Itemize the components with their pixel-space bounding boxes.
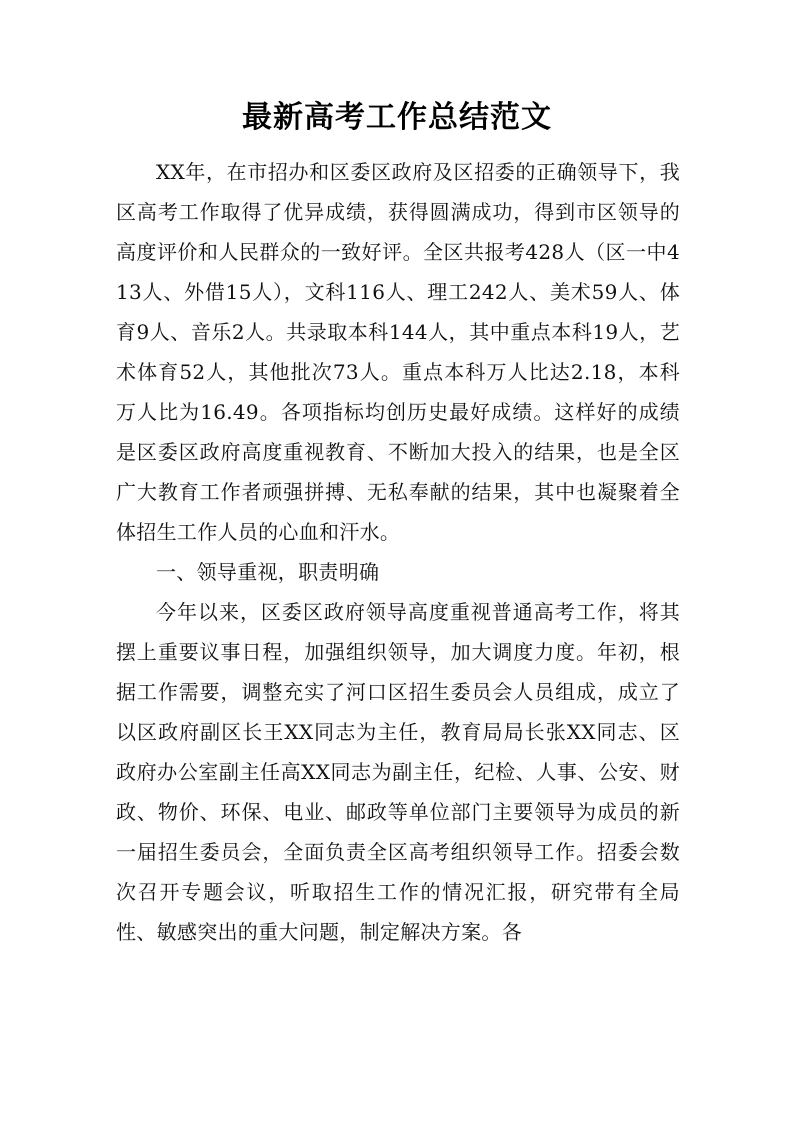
document-title: 最新高考工作总结范文 — [242, 100, 552, 135]
section-paragraph: 今年以来，区委区政府领导高度重视普通高考工作，将其摆上重要议事日程，加强组织领导，加大调度力度。年初，根据工作需要，调整充实了河口区招生委员会人员组成，成立了以区政府副区长王XX同志为主任，教育局局长张XX同志、区政府办公室副主任高XX同志为副主任，纪检、人事、公安、财政、物价、环保、电业、邮政等单位部门主要领导为成员的新一届招生委员会，全面负责全区高考组织领导工作。招委会数次召开专题会议，听取招生工作的情况汇报，研究带有全局性、敏感突出的重大问题，制定解决方案。各 — [116, 600, 680, 944]
document-body — [116, 152, 680, 952]
intro-paragraph: XX年，在市招办和区委区政府及区招委的正确领导下，我区高考工作取得了优异成绩，获得圆满成功，得到市区领导的高度评价和人民群众的一致好评。全区共报考428人（区一中413人、外借15人），文科116人、理工242人、美术59人、体育9人、音乐2人。共录取本科144人，其中重点本科19人，艺术体育52人，其他批次73人。重点本科万人比达2.18，本科万人比为16.49。各项指标均创历史最好成绩。这样好的成绩是区委区政府高度重视教育、不断加大投入的结果，也是全区广大教育工作者顽强拼搏、无私奉献的结果，其中也凝聚着全体招生工作人员的心血和汗水。 — [116, 160, 680, 544]
section-heading: 一、领导重视，职责明确 — [156, 560, 380, 584]
